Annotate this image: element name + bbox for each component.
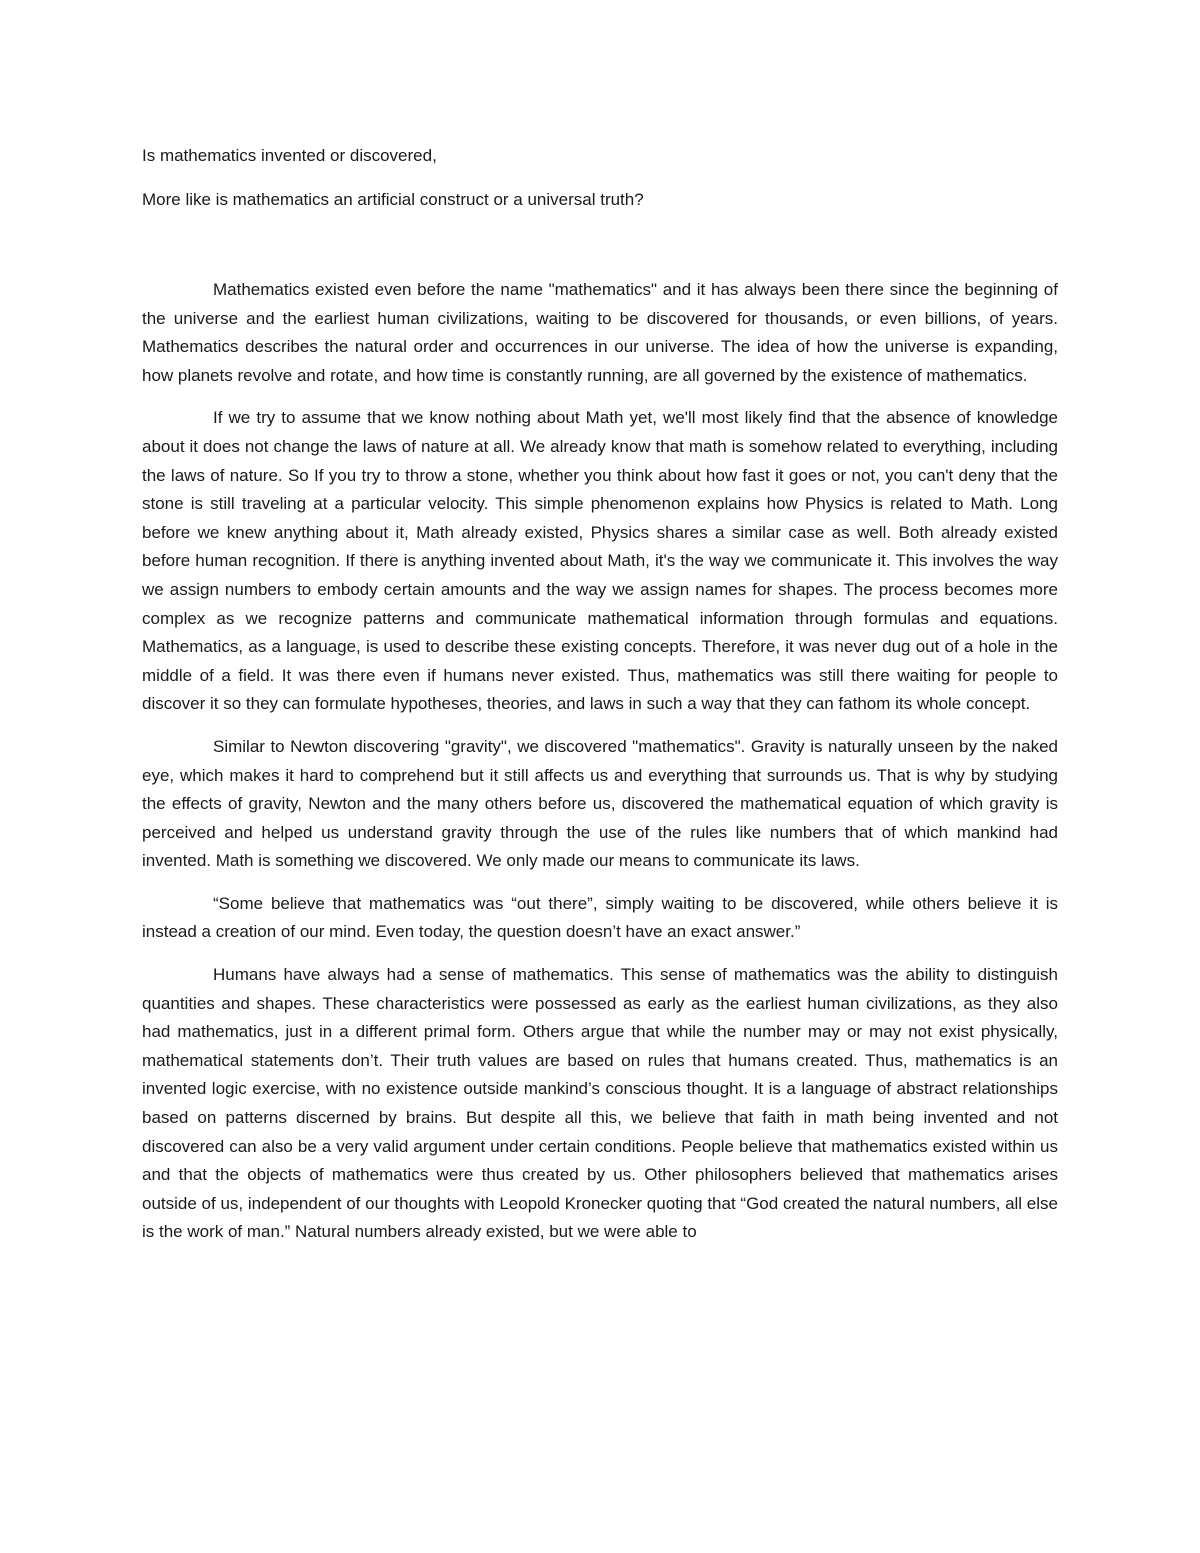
heading-question: Is mathematics invented or discovered, — [142, 146, 437, 165]
paragraph-5: Humans have always had a sense of mathematics. This sense of mathematics was the ability to distinguish quantities and shapes. These characteristics were possessed as early as the earliest human civilizations, as they also had mathematics, just in a different primal form. Others argue that while the number may or may not exist physically, mathematical statements don’t. Their truth values are based on rules that humans created. Thus, mathematics is an invented logic exercise, with no existence outside mankind’s conscious thought. It is a language of abstract relationships based on patterns discerned by brains. But despite all this, we believe that faith in math being invented and not discovered can also be a very valid argument under certain conditions. People believe that mathematics existed within us and that the objects of mathematics were thus created by us. Other philosophers believed that mathematics arises outside of us, independent of our thoughts with Leopold Kronecker quoting that “God created the natural numbers, all else is the work of man.” Natural numbers already existed, but we were able to — [142, 965, 1058, 1242]
paragraph-3: Similar to Newton discovering "gravity", we discovered "mathematics". Gravity is naturally unseen by the naked eye, which makes it hard to comprehend but it still affects us and everything that surrounds us. That is why by studying the effects of gravity, Newton and the many others before us, discovered the mathematical equation of which gravity is perceived and helped us understand gravity through the use of the rules like numbers that of which mankind had invented. Math is something we discovered. We only made our means to communicate its laws. — [142, 736, 1058, 871]
paragraph-1: Mathematics existed even before the name "mathematics" and it has always been there since the beginning of the universe and the earliest human civilizations, waiting to be discovered for thousands, or even billions, of years. Mathematics describes the natural order and occurrences in our universe. The idea of how the universe is expanding, how planets revolve and rotate, and how time is constantly running, are all governed by the existence of mathematics. — [142, 280, 1058, 385]
essay-body — [142, 276, 1058, 1247]
paragraph-2: If we try to assume that we know nothing about Math yet, we'll most likely find that the absence of knowledge about it does not change the laws of nature at all. We already know that math is somehow related to everything, including the laws of nature. So If you try to throw a stone, whether you think about how fast it goes or not, you can't deny that the stone is still traveling at a particular velocity. This simple phenomenon explains how Physics is related to Math. Long before we knew anything about it, Math already existed, Physics shares a similar case as well. Both already existed before human recognition. If there is anything invented about Math, it's the way we communicate it. This involves the way we assign numbers to embody certain amounts and the way we assign names for shapes. The process becomes more complex as we recognize patterns and communicate mathematical information through formulas and equations. Mathematics, as a language, is used to describe these existing concepts. Therefore, it was never dug out of a hole in the middle of a field. It was there even if humans never existed. Thus, mathematics was still there waiting for people to discover it so they can formulate hypotheses, theories, and laws in such a way that they can fathom its whole concept. — [142, 408, 1058, 714]
paragraph-4-quote: “Some believe that mathematics was “out there”, simply waiting to be discovered, while others believe it is instead a creation of our mind. Even today, the question doesn’t have an exact answer.” — [142, 893, 1058, 942]
document-content — [142, 142, 1058, 1247]
heading-subquestion: More like is mathematics an artificial construct or a universal truth? — [142, 190, 644, 209]
